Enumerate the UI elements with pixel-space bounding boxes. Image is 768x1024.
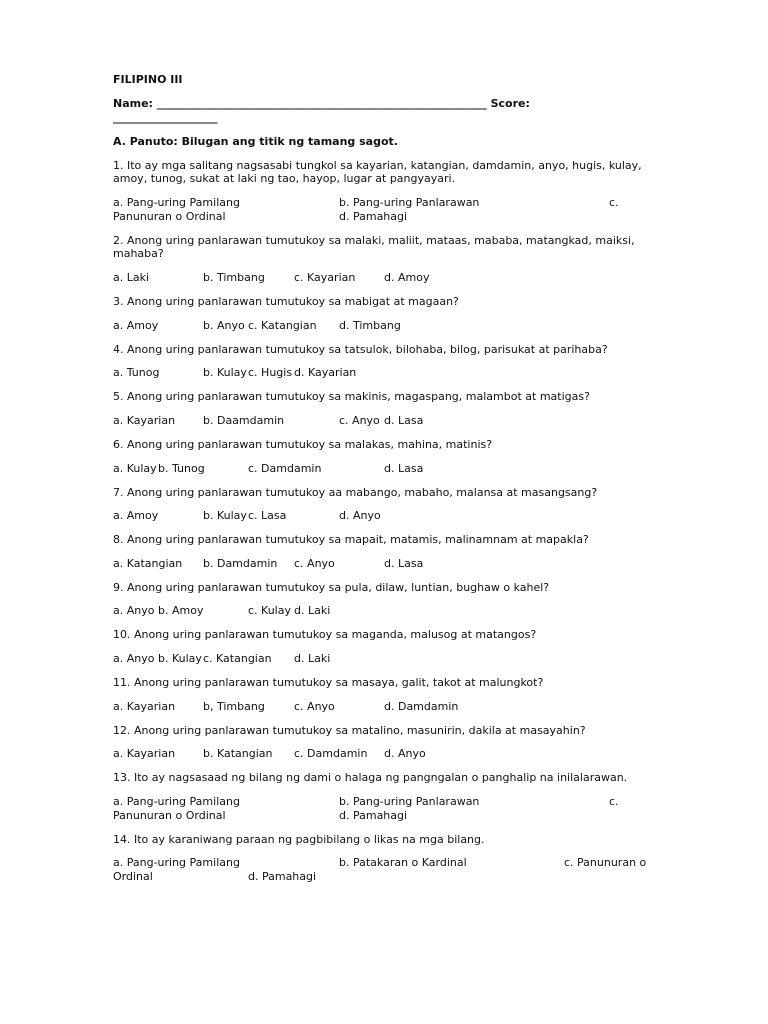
choice-1c: c. <box>609 196 619 209</box>
choice-13b: b. Pang-uring Panlarawan <box>339 795 480 808</box>
choice-13a: a. Pang-uring Pamilang <box>113 795 240 808</box>
choice-11c: c. Anyo <box>294 700 335 713</box>
choice-4a: a. Tunog <box>113 366 160 379</box>
question-1-cont: amoy, tunog, sukat at laki ng tao, hayop, lugar at pangyayari. <box>113 172 456 185</box>
choice-6b: b. Tunog <box>158 462 205 475</box>
choice-8b: b. Damdamin <box>203 557 278 570</box>
choice-14a: a. Pang-uring Pamilang <box>113 856 240 869</box>
question-4: 4. Anong uring panlarawan tumutukoy sa tatsulok, bilohaba, bilog, parisukat at parihaba? <box>113 343 608 356</box>
choice-6c: c. Damdamin <box>248 462 322 475</box>
choice-3c: c. Katangian <box>248 319 317 332</box>
choice-9b: b. Amoy <box>158 604 204 617</box>
choice-10a: a. Anyo <box>113 652 155 665</box>
question-2: 2. Anong uring panlarawan tumutukoy sa malaki, maliit, mataas, mababa, matangkad, maiksi, <box>113 234 635 247</box>
choice-12b: b. Katangian <box>203 747 273 760</box>
question-8: 8. Anong uring panlarawan tumutukoy sa mapait, matamis, malinamnam at mapakla? <box>113 533 589 546</box>
name-score-line: Name: ____________________________________________________________ Score: <box>113 97 530 110</box>
question-7: 7. Anong uring panlarawan tumutukoy aa mabango, mabaho, malansa at masangsang? <box>113 486 598 499</box>
choice-1d: d. Pamahagi <box>339 210 408 223</box>
worksheet-title: FILIPINO III <box>113 73 183 86</box>
choice-5d: d. Lasa <box>384 414 424 427</box>
choice-7c: c. Lasa <box>248 509 287 522</box>
question-12: 12. Anong uring panlarawan tumutukoy sa matalino, masunirin, dakila at masayahin? <box>113 724 586 737</box>
choice-12c: c. Damdamin <box>294 747 368 760</box>
choice-7d: d. Anyo <box>339 509 381 522</box>
choice-3b: b. Anyo <box>203 319 245 332</box>
choice-8a: a. Katangian <box>113 557 183 570</box>
question-1: 1. Ito ay mga salitang nagsasabi tungkol sa kayarian, katangian, damdamin, anyo, hugis, kulay, <box>113 159 642 172</box>
instruction: A. Panuto: Bilugan ang titik ng tamang sagot. <box>113 135 398 148</box>
choice-7b: b. Kulay <box>203 509 247 522</box>
choice-10c: c. Katangian <box>203 652 272 665</box>
choice-13c: c. <box>609 795 619 808</box>
choice-5b: b. Daamdamin <box>203 414 285 427</box>
choice-6d: d. Lasa <box>384 462 424 475</box>
choice-11a: a. Kayarian <box>113 700 176 713</box>
choice-9a: a. Anyo <box>113 604 155 617</box>
choice-7a: a. Amoy <box>113 509 159 522</box>
choice-2a: a. Laki <box>113 271 150 284</box>
question-10: 10. Anong uring panlarawan tumutukoy sa maganda, malusog at matangos? <box>113 628 537 641</box>
question-13: 13. Ito ay nagsasaad ng bilang ng dami o halaga ng pangngalan o panghalip na inilalarawan. <box>113 771 628 784</box>
choice-5c: c. Anyo <box>339 414 380 427</box>
score-blank: ___________________ <box>113 111 218 124</box>
question-2-cont: mahaba? <box>113 247 164 260</box>
choice-14c: c. Panunuran o <box>564 856 647 869</box>
choice-2d: d. Amoy <box>384 271 430 284</box>
choice-14d: d. Pamahagi <box>248 870 317 883</box>
question-6: 6. Anong uring panlarawan tumutukoy sa malakas, mahina, matinis? <box>113 438 493 451</box>
question-3: 3. Anong uring panlarawan tumutukoy sa mabigat at magaan? <box>113 295 459 308</box>
choice-5a: a. Kayarian <box>113 414 176 427</box>
choice-1a: a. Pang-uring Pamilang <box>113 196 240 209</box>
choice-8d: d. Lasa <box>384 557 424 570</box>
question-9: 9. Anong uring panlarawan tumutukoy sa pula, dilaw, luntian, bughaw o kahel? <box>113 581 550 594</box>
choice-11b: b, Timbang <box>203 700 265 713</box>
choice-13d: d. Pamahagi <box>339 809 408 822</box>
choice-10b: b. Kulay <box>158 652 202 665</box>
choice-14b: b. Patakaran o Kardinal <box>339 856 467 869</box>
choice-3d: d. Timbang <box>339 319 401 332</box>
question-14: 14. Ito ay karaniwang paraan ng pagbibilang o likas na mga bilang. <box>113 833 485 846</box>
choice-8c: c. Anyo <box>294 557 335 570</box>
choice-2c: c. Kayarian <box>294 271 356 284</box>
choice-12d: d. Anyo <box>384 747 426 760</box>
choice-9d: d. Laki <box>294 604 331 617</box>
choice-11d: d. Damdamin <box>384 700 459 713</box>
choice-4b: b. Kulay <box>203 366 247 379</box>
choice-6a: a. Kulay <box>113 462 157 475</box>
choice-10d: d. Laki <box>294 652 331 665</box>
question-5: 5. Anong uring panlarawan tumutukoy sa makinis, magaspang, malambot at matigas? <box>113 390 590 403</box>
choice-14c-cont: Ordinal <box>113 870 153 883</box>
choice-1b: b. Pang-uring Panlarawan <box>339 196 480 209</box>
choice-13c-cont: Panunuran o Ordinal <box>113 809 226 822</box>
choice-3a: a. Amoy <box>113 319 159 332</box>
choice-4d: d. Kayarian <box>294 366 357 379</box>
choice-4c: c. Hugis <box>248 366 293 379</box>
choice-9c: c. Kulay <box>248 604 291 617</box>
choice-12a: a. Kayarian <box>113 747 176 760</box>
question-11: 11. Anong uring panlarawan tumutukoy sa masaya, galit, takot at malungkot? <box>113 676 544 689</box>
choice-1c-cont: Panunuran o Ordinal <box>113 210 226 223</box>
choice-2b: b. Timbang <box>203 271 265 284</box>
